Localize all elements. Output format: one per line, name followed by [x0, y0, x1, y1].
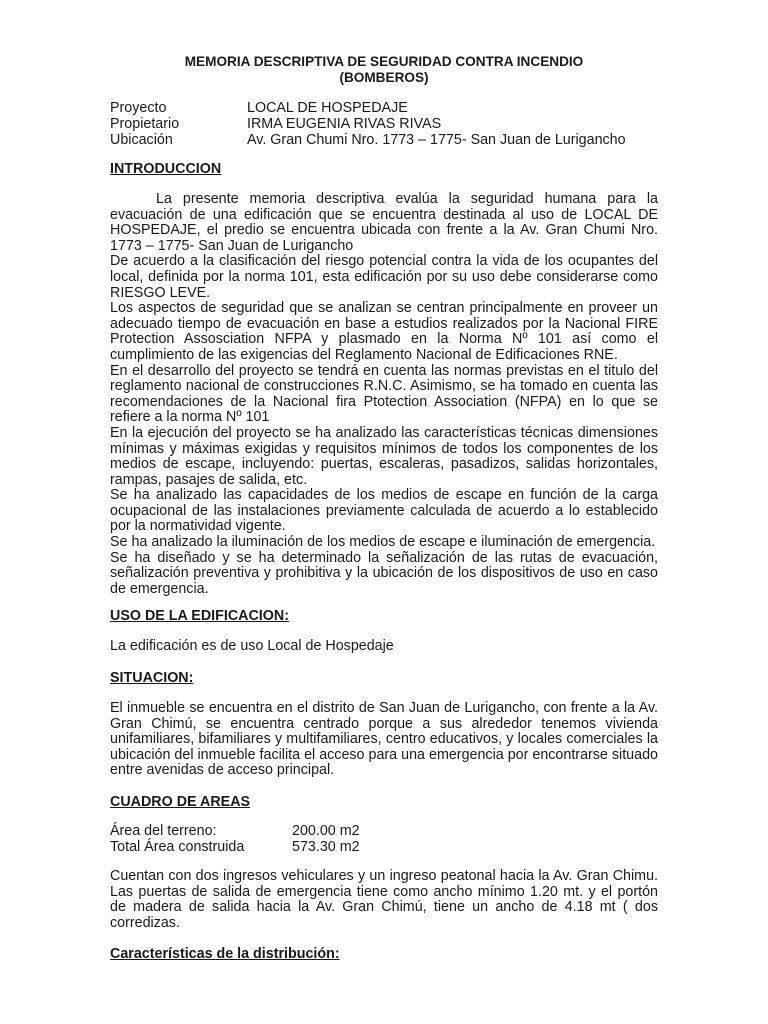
location-label: Ubicación: [110, 132, 173, 148]
title-line-2: (BOMBEROS): [339, 70, 429, 85]
location-value: Av. Gran Chumi Nro. 1773 – 1775- San Juan de Lurigancho: [247, 132, 626, 148]
owner-row: [110, 116, 626, 132]
situacion-heading: SITUACION:: [110, 670, 194, 686]
intro-paragraph: De acuerdo a la clasificación del riesgo potencial contra la vida de los ocupantes del local, definida por la norma 101, esta edificación por su uso debe considerarse como RIESGO LEVE.: [110, 253, 658, 301]
project-info: [110, 100, 626, 148]
area-label: Área del terreno:: [110, 823, 217, 839]
cuadro-heading: CUADRO DE AREAS: [110, 794, 251, 810]
intro-paragraph: En la ejecución del proyecto se ha analizado las características técnicas dimensiones mínimas y máximas exigidas y requisitos mínimos de todos los componentes de los medios de escape, incluyendo: puertas, escaleras, pasadizos, salidas horizontales, rampas, pasajes de salida, etc.: [110, 424, 658, 488]
project-label: Proyecto: [110, 100, 167, 116]
owner-label: Propietario: [110, 116, 180, 132]
introduccion-body: [110, 192, 658, 597]
intro-paragraph: En el desarrollo del proyecto se tendrá en cuenta las normas previstas en el titulo del reglamento nacional de construcciones R.N.C. Asimismo, se ha tomado en cuenta las recomendaciones de la Nacional fira Ptotection Association (NFPA) en lo que se refiere a la norma Nº 101: [110, 362, 658, 426]
intro-paragraph: Se ha diseñado y se ha determinado la señalización de las rutas de evacuación, señalización preventiva y prohibitiva y la ubicación de los dispositivos de uso en caso de emergencia.: [110, 549, 658, 597]
project-value: LOCAL DE HOSPEDAJE: [247, 100, 408, 116]
cuadro-text: Cuentan con dos ingresos vehiculares y un ingreso peatonal hacia la Av. Gran Chimu. Las puertas de salida de emergencia tiene como ancho mínimo 1.20 mt. y el portón de madera de salida hacia la Av. Gran Chimú, tiene un ancho de 4.18 mt ( dos corredizas.: [110, 868, 658, 931]
owner-value: IRMA EUGENIA RIVAS RIVAS: [247, 116, 442, 132]
caracteristicas-heading: Características de la distribución:: [110, 946, 340, 962]
title-line-1: MEMORIA DESCRIPTIVA DE SEGURIDAD CONTRA INCENDIO: [184, 54, 584, 69]
intro-paragraph: Los aspectos de seguridad que se analizan se centran principalmente en proveer un adecuado tiempo de evacuación en base a estudios realizados por la Nacional FIRE Protection Assosciation NFPA y plasmado en la Norma Nº 101 así como el cumplimiento de las exigencias del Reglamento Nacional de Edificaciones RNE.: [110, 300, 658, 363]
situacion-text: El inmueble se encuentra en el distrito de San Juan de Lurigancho, con frente a la Av. Gran Chimú, se encuentra centrado porque a sus alrededor tenemos vivienda unifamiliares, bifamiliares y multifamiliares, centro educativos, y locales comerciales la ubicación del inmueble facilita el acceso para una emergencia por encontrarse situado entre avenidas de acceso principal.: [110, 700, 658, 779]
area-row: [110, 823, 360, 839]
introduccion-heading: INTRODUCCION: [110, 161, 222, 177]
uso-text: La edificación es de uso Local de Hospedaje: [110, 638, 394, 654]
intro-paragraph: Se ha analizado las capacidades de los medios de escape en función de la carga ocupacional de las instalaciones previamente calculada de acuerdo a lo establecido por la normatividad vigente.: [110, 487, 658, 535]
location-row: [110, 132, 626, 148]
intro-paragraph: La presente memoria descriptiva evalúa la seguridad humana para la evacuación de una edificación que se encuentra destinada al uso de LOCAL DE HOSPEDAJE, el predio se encuentra ubicada con frente a la Av. Gran Chumi Nro. 1773 – 1775- San Juan de Lurigancho: [110, 191, 658, 254]
intro-paragraph: Se ha analizado la iluminación de los medios de escape e iluminación de emergencia.: [110, 534, 656, 551]
area-value: 573.30 m2: [292, 839, 360, 855]
project-row: [110, 100, 626, 116]
area-row: [110, 839, 360, 855]
uso-heading: USO DE LA EDIFICACION:: [110, 608, 289, 624]
area-value: 200.00 m2: [292, 823, 360, 839]
areas-table: [110, 823, 360, 855]
area-label: Total Área construida: [110, 839, 245, 855]
document-title: [0, 54, 768, 86]
